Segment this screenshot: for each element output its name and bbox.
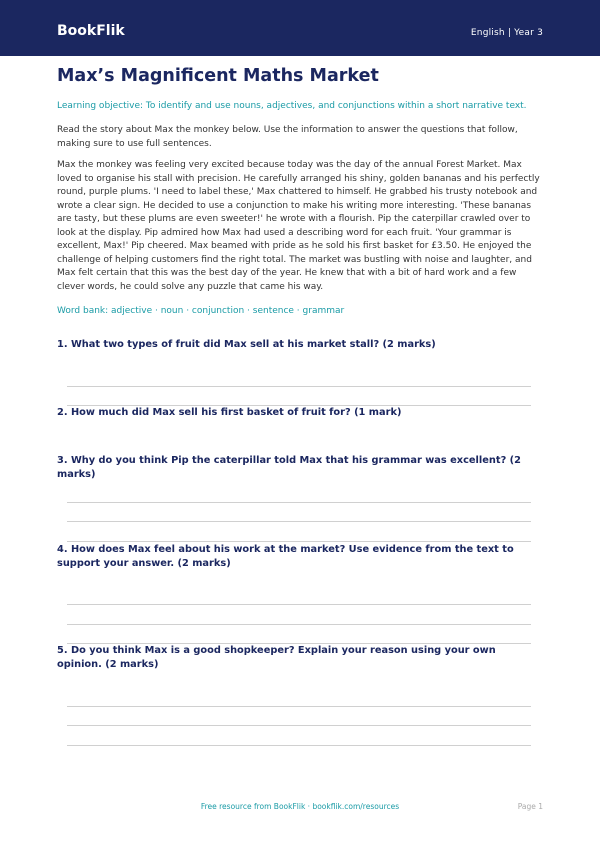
answer-line[interactable] [67, 706, 531, 707]
brand-logo[interactable]: BookFlik [57, 23, 125, 39]
answer-line[interactable] [67, 725, 531, 726]
instructions-text: Read the story about Max the monkey below. Use the information to answer the questions that follow, making sure to use full sentences. [57, 125, 518, 149]
word-bank: Word bank: adjective · noun · conjunction · sentence · grammar [57, 306, 345, 316]
answer-line[interactable] [67, 521, 531, 522]
page-number: Page 1 [517, 802, 543, 811]
answer-line[interactable] [67, 624, 531, 625]
worksheet-title: Max’s Magnificent Maths Market [57, 66, 379, 86]
answer-line[interactable] [67, 745, 531, 746]
answer-line[interactable] [67, 604, 531, 605]
header-bar [0, 0, 600, 56]
learning-objective: Learning objective: To identify and use nouns, adjectives, and conjunctions within a short narrative text. [57, 101, 527, 111]
question-1: 1. What two types of fruit did Max sell at his market stall? (2 marks) [57, 339, 436, 350]
subject-year-label: English | Year 3 [470, 28, 543, 38]
question-3: 3. Why do you think Pip the caterpillar told Max that his grammar was excellent? (2 marks) [57, 455, 521, 480]
story-text: Max the monkey was feeling very excited because today was the day of the annual Forest Market. Max loved to organise his stall with precision. He carefully arranged his shiny, golden bananas and his perfectly round, purple plums. 'I need to label these,' Max chattered to himself. He grabbed his trusty notebook and wrote a clear sign. He decided to use a conjunction to make his writing more interesting. 'These bananas are tasty, but these plums are even sweeter!' he wrote with a flourish. Pip the caterpillar crawled over to look at the display. Pip admired how Max had used a describing word for each fruit. 'Your grammar is excellent, Max!' Pip cheered. Max beamed with pride as he sold his first basket for £3.50. He enjoyed the challenge of helping customers find the right total. The market was bustling with noise and laughter, and Max felt certain that this was the best day of the year. He knew that with a bit of hard work and a few clever words, he could solve any puzzle that came his way. [57, 160, 540, 292]
answer-line[interactable] [67, 541, 531, 542]
question-4: 4. How does Max feel about his work at the market? Use evidence from the text to support your answer. (2 marks) [57, 544, 514, 569]
footer-resource-link[interactable]: Free resource from BookFlik · bookflik.com/resources [200, 802, 400, 811]
question-2: 2. How much did Max sell his first basket of fruit for? (1 mark) [57, 407, 402, 418]
answer-line[interactable] [67, 386, 531, 387]
answer-line[interactable] [67, 502, 531, 503]
question-5: 5. Do you think Max is a good shopkeeper? Explain your reason using your own opinion. (2 marks) [57, 645, 496, 670]
